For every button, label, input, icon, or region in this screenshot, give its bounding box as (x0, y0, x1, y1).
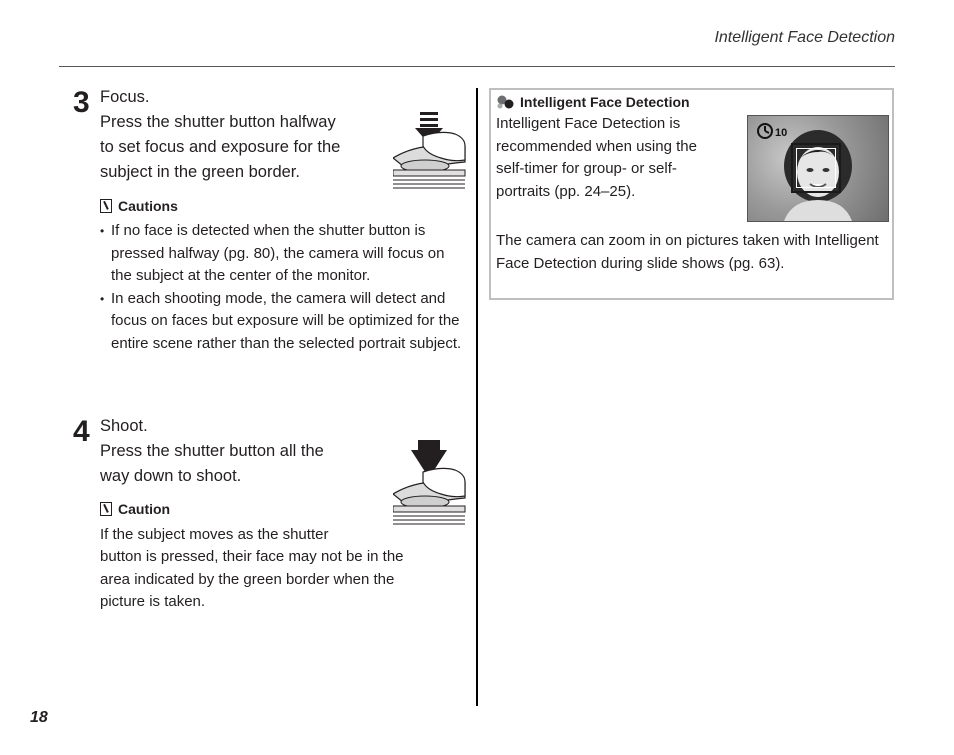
list-item: • In each shooting mode, the camera will detect and focus on faces but exposure will be optimized for the entire scene rather than the selected portrait subject. (100, 288, 462, 356)
tip-box (489, 88, 894, 300)
running-header: Intelligent Face Detection (714, 29, 895, 46)
step-4-note-heading (100, 500, 170, 518)
step-3-line: subject in the green border. (100, 163, 300, 181)
tip-box-heading (496, 94, 690, 110)
tip-box-paragraph-2: The camera can zoom in on pictures taken with Intelligent Face Detection during slide shows (pg. 63). (496, 232, 879, 272)
step-3-note-heading-text: Cautions (118, 198, 178, 214)
caution-line: area indicated by the green border when the (100, 570, 395, 588)
step-4-line: Press the shutter button all the (100, 442, 324, 460)
caution-line: button is pressed, their face may not be in the (100, 548, 404, 566)
caution-line: picture is taken. (100, 592, 206, 610)
step-3-line: Press the shutter button halfway (100, 113, 336, 131)
tip-line: Intelligent Face Detection is (496, 115, 681, 132)
step-3-title: Focus. (100, 88, 150, 106)
tip-box-paragraph-1 (496, 113, 741, 203)
self-timer-icon (756, 120, 790, 140)
step-4-caution-text (100, 524, 445, 613)
tip-bubbles-icon (496, 95, 516, 109)
caution-note-icon (100, 199, 112, 213)
half-press-shutter-illustration (393, 110, 467, 190)
step-3-body (100, 110, 340, 185)
caution-line: If the subject moves as the shutter (100, 526, 329, 543)
page-number: 18 (30, 709, 48, 726)
list-item: • If no face is detected when the shutter button is pressed halfway (pg. 80), the camera will focus on the subject at the center of the monitor. (100, 220, 462, 288)
face-detection-photo (747, 115, 889, 222)
step-4-line: way down to shoot. (100, 467, 242, 485)
step-4-note-heading-text: Caution (118, 501, 171, 517)
tip-line: portraits (pp. 24–25). (496, 182, 636, 200)
tip-box-heading-text: Intelligent Face Detection (520, 94, 690, 110)
timer-label: 10 (775, 127, 788, 139)
step-4-number: 4 (73, 415, 89, 448)
step-3-note-heading (100, 197, 178, 215)
step-4-body (100, 439, 324, 489)
full-press-shutter-illustration (393, 440, 467, 526)
step-4-title: Shoot. (100, 417, 148, 435)
tip-line: self-timer for group- or self- (496, 160, 677, 177)
tip-line: recommended when using the (496, 137, 697, 155)
header-divider (59, 66, 895, 67)
column-divider (476, 88, 478, 706)
step-3-number: 3 (73, 86, 89, 119)
step-3-line: to set focus and exposure for the (100, 138, 341, 156)
face-detection-frame (791, 143, 841, 193)
caution-note-icon (100, 502, 112, 516)
step-3-caution-list (100, 220, 462, 355)
